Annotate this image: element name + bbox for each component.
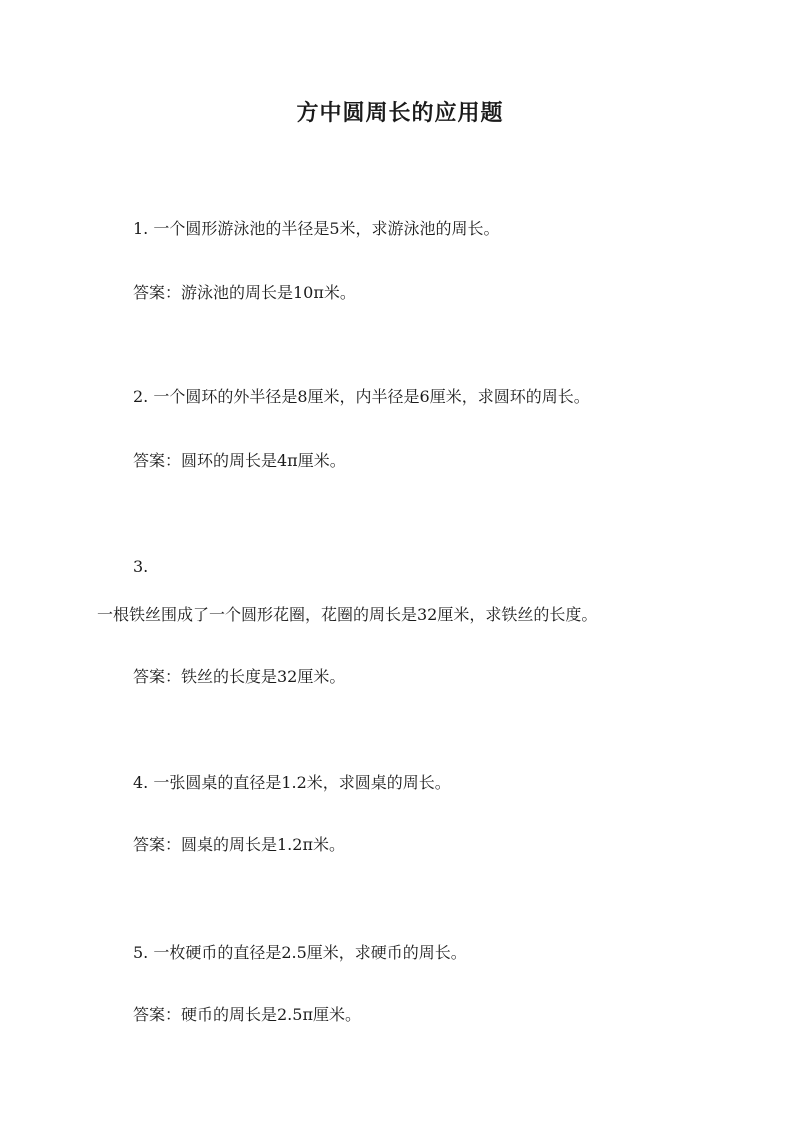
page-title: 方中圆周长的应用题 xyxy=(296,100,504,126)
answer-2: 答案：圆环的周长是4π厘米。 xyxy=(133,451,346,470)
answer-3: 答案：铁丝的长度是32厘米。 xyxy=(133,667,346,686)
question-1: 1. 一个圆形游泳池的半径是5米，求游泳池的周长。 xyxy=(133,219,500,238)
answer-5: 答案：硬币的周长是2.5π厘米。 xyxy=(133,1005,361,1024)
question-2: 2. 一个圆环的外半径是8厘米，内半径是6厘米，求圆环的周长。 xyxy=(133,387,590,406)
question-4: 4. 一张圆桌的直径是1.2米，求圆桌的周长。 xyxy=(133,773,451,792)
question-5: 5. 一枚硬币的直径是2.5厘米，求硬币的周长。 xyxy=(133,943,467,962)
question-3-number: 3. xyxy=(133,557,149,576)
question-3: 一根铁丝围成了一个圆形花圈，花圈的周长是32厘米，求铁丝的长度。 xyxy=(97,605,598,624)
answer-4: 答案：圆桌的周长是1.2π米。 xyxy=(133,835,345,854)
answer-1: 答案：游泳池的周长是10π米。 xyxy=(133,283,356,302)
